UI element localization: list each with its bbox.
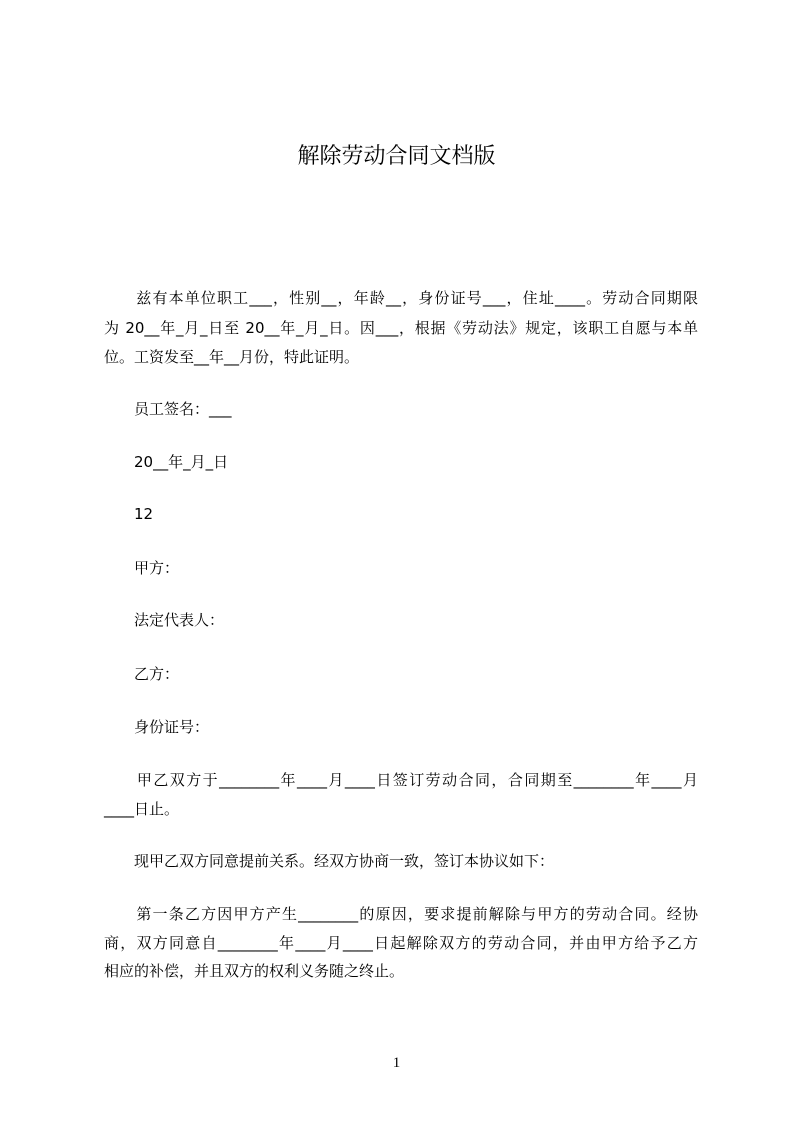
party-b-label: 乙方： xyxy=(104,665,180,683)
document-title: 解除劳动合同文档版 xyxy=(297,144,496,169)
paragraph-1-line-2: 为 20__年_月_日至 20__年_月_日。因___，根据《劳动法》规定，该职工自愿与本单 xyxy=(104,319,698,337)
party-a-label: 甲方： xyxy=(104,559,180,577)
paragraph-2-line-1: 甲乙双方于________年____月____日签订劳动合同，合同期至________年____月 xyxy=(104,771,698,789)
paragraph-3: 现甲乙双方同意提前关系。经双方协商一致，签订本协议如下： xyxy=(104,852,555,870)
paragraph-1-line-1: 兹有本单位职工___，性别__，年龄__，身份证号___，住址____。劳动合同期限 xyxy=(104,289,698,307)
page-number: 1 xyxy=(392,1055,401,1071)
legal-representative-label: 法定代表人： xyxy=(104,611,225,629)
paragraph-4-line-1: 第一条乙方因甲方产生________的原因，要求提前解除与甲方的劳动合同。经协 xyxy=(104,905,698,923)
number-line: 12 xyxy=(104,505,154,523)
employee-signature: 员工签名：___ xyxy=(104,400,232,418)
paragraph-4-line-3: 相应的补偿，并且双方的权利义务随之终止。 xyxy=(104,962,405,980)
date-line: 20__年_月_日 xyxy=(104,453,229,471)
paragraph-4-line-2: 商，双方同意自________年____月____日起解除双方的劳动合同，并由甲方给予乙方 xyxy=(104,934,698,952)
paragraph-2-line-2: ____日止。 xyxy=(104,800,180,818)
id-number-label: 身份证号： xyxy=(104,718,210,736)
paragraph-1-line-3: 位。工资发至__年__月份，特此证明。 xyxy=(104,348,360,366)
